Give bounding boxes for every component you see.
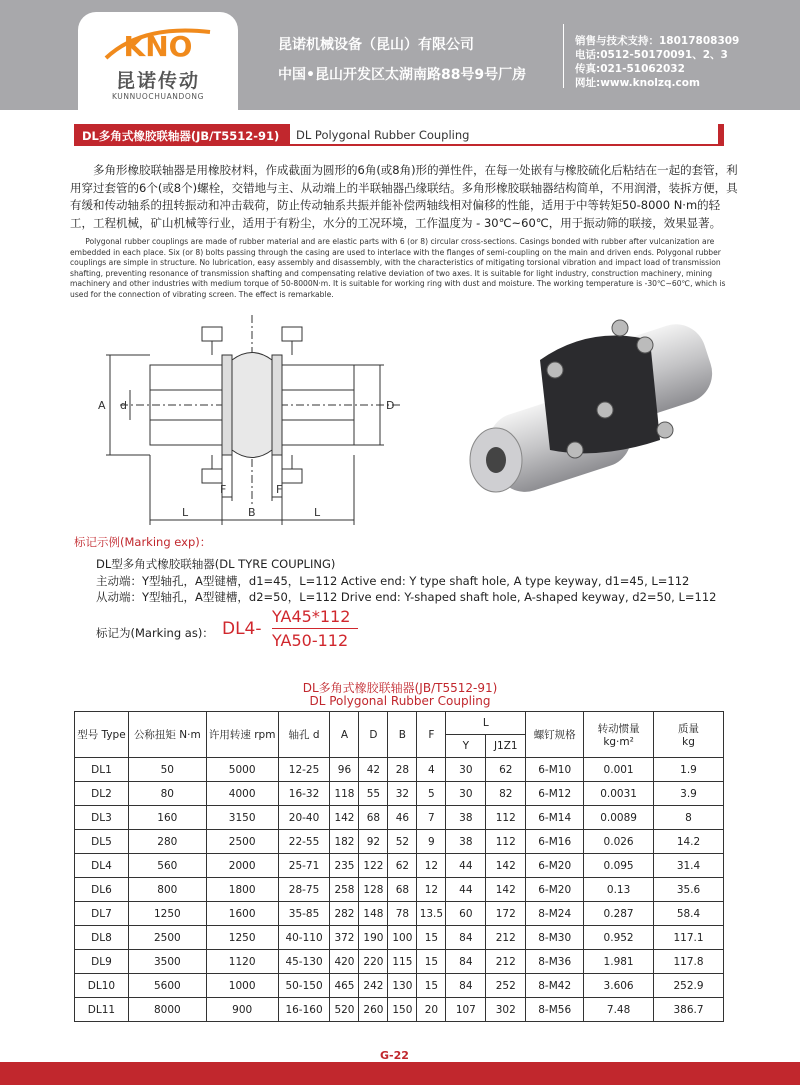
table-cell: 44	[446, 854, 486, 878]
table-cell: 8-M42	[526, 974, 584, 998]
table-cell: 96	[330, 758, 359, 782]
table-cell: 112	[486, 806, 526, 830]
dim-label-L-left: L	[182, 506, 189, 519]
marking-numerator: YA45*112	[272, 607, 351, 626]
table-cell: 182	[330, 830, 359, 854]
table-cell: 2000	[206, 854, 278, 878]
table-cell: 78	[388, 902, 417, 926]
table-cell: 0.0089	[584, 806, 654, 830]
table-cell: DL4	[75, 854, 129, 878]
dim-label-A: A	[98, 399, 106, 412]
col-header-A: A	[330, 712, 359, 758]
dim-label-B: B	[248, 506, 256, 519]
section-title-en: DL Polygonal Rubber Coupling	[296, 128, 470, 142]
table-cell: 62	[388, 854, 417, 878]
table-row	[75, 806, 724, 830]
intro-en-paragraph: Polygonal rubber couplings are made of rubber material and are elastic parts with 6 (or 8) circular cross-sections. Casings bonded with rubber after vulcanization are embedded in each place. Six (or 8) bolts passing through the casing are used to interlace with the flanges of semi-coupling on the main and driven ends. Polygonal rubber couplings are simple in structure. No lubrication, easy assembly and disassembly, with the characteristics of mitigating torsional vibration and impact load of transmission shafting, preventing resonance of transmission shafting and compensating relative deviation of two axes. It is suitable for light industry, construction machinery, mining machinery and other industries with medium torque of 50-8000N·m. It is suitable for working ring with dust and moisture. The working temperature is -30℃~60℃, which is used for the connection of vibrating screen. The effect is remarkable.	[70, 237, 726, 299]
table-cell: 130	[388, 974, 417, 998]
intro-cn-paragraph: 多角形橡胶联轴器是用橡胶材料，作成截面为圆形的6角(或8角)形的弹性件，在每一处嵌有与橡胶硫化后粘结在一起的套管，利用穿过套管的6个(或8个)螺栓，交错地与主、从动端上的半联轴器凸缘联结。多角形橡胶联轴器结构简单，不用润滑，装拆方便，具有缓和传动轴系的扭转振动和冲击载荷，防止传动轴系共振并能补偿两轴线相对偏移的性能，适用于中等转矩50-8000 N·m的轻工，工程机械，矿山机械等行业，适用于有粉尘，水分的工况环境，工作温度为 - 30℃~60℃，用于振动筛的联接，效果显著。	[70, 163, 738, 230]
table-cell: 800	[128, 878, 206, 902]
col-header-torque: 公称扭矩 N·m	[128, 712, 206, 758]
col-header-mass	[654, 712, 724, 758]
logo-text: KNO	[123, 30, 193, 62]
table-row	[75, 830, 724, 854]
table-cell: DL1	[75, 758, 129, 782]
table-cell: 142	[486, 854, 526, 878]
table-cell: 46	[388, 806, 417, 830]
table-cell: 44	[446, 878, 486, 902]
header-divider	[563, 24, 564, 88]
spec-table-body	[75, 758, 724, 1022]
table-cell: 107	[446, 998, 486, 1022]
table-cell: 282	[330, 902, 359, 926]
dim-label-d: d	[120, 399, 127, 412]
table-cell: 150	[388, 998, 417, 1022]
table-cell: DL6	[75, 878, 129, 902]
section-title-cn: DL多角式橡胶联轴器(JB/T5512-91)	[82, 129, 280, 143]
table-cell: 160	[128, 806, 206, 830]
table-cell: DL7	[75, 902, 129, 926]
table-row	[75, 974, 724, 998]
table-cell: 128	[359, 878, 388, 902]
table-cell: 6-M14	[526, 806, 584, 830]
table-cell: 1.981	[584, 950, 654, 974]
table-cell: 8-M56	[526, 998, 584, 1022]
table-cell: 84	[446, 950, 486, 974]
table-cell: 30	[446, 782, 486, 806]
table-cell: 35.6	[654, 878, 724, 902]
table-cell: DL3	[75, 806, 129, 830]
section-title-line	[74, 144, 724, 146]
table-cell: 1000	[206, 974, 278, 998]
table-cell: 28	[388, 758, 417, 782]
table-cell: 372	[330, 926, 359, 950]
table-cell: 50	[128, 758, 206, 782]
table-cell: 60	[446, 902, 486, 926]
table-cell: 190	[359, 926, 388, 950]
marking-fraction-bar	[272, 628, 358, 629]
col-header-B: B	[388, 712, 417, 758]
table-cell: 258	[330, 878, 359, 902]
table-cell: 252	[486, 974, 526, 998]
table-row	[75, 854, 724, 878]
table-cell: 20-40	[278, 806, 330, 830]
table-cell: 212	[486, 950, 526, 974]
table-cell: 1.9	[654, 758, 724, 782]
col-header-inertia	[584, 712, 654, 758]
table-cell: 252.9	[654, 974, 724, 998]
table-cell: 117.8	[654, 950, 724, 974]
table-cell: 4000	[206, 782, 278, 806]
table-cell: 12-25	[278, 758, 330, 782]
dim-label-F-right: F	[276, 483, 283, 496]
table-cell: 12	[417, 878, 446, 902]
table-cell: 50-150	[278, 974, 330, 998]
table-row	[75, 998, 724, 1022]
dim-label-D: D	[386, 399, 395, 412]
table-cell: 22-55	[278, 830, 330, 854]
table-cell: 1250	[128, 902, 206, 926]
table-cell: 5	[417, 782, 446, 806]
table-cell: 235	[330, 854, 359, 878]
table-cell: 42	[359, 758, 388, 782]
table-cell: 0.095	[584, 854, 654, 878]
table-cell: 7.48	[584, 998, 654, 1022]
col-header-L: L	[446, 712, 526, 735]
table-cell: 25-71	[278, 854, 330, 878]
table-cell: 260	[359, 998, 388, 1022]
table-cell: 6-M12	[526, 782, 584, 806]
table-cell: 8000	[128, 998, 206, 1022]
table-cell: 6-M20	[526, 878, 584, 902]
section-title-tail	[718, 124, 724, 146]
table-cell: 560	[128, 854, 206, 878]
table-cell: 20	[417, 998, 446, 1022]
logo-en-text: KUNNUOCHUANDONG	[111, 92, 205, 101]
footer-bar	[0, 1062, 800, 1085]
spec-table	[74, 711, 724, 1022]
table-cell: 8-M24	[526, 902, 584, 926]
table-cell: 142	[486, 878, 526, 902]
table-cell: 7	[417, 806, 446, 830]
contact-sales: 销售与技术支持：18017808309	[575, 35, 740, 47]
page-number: G-22	[380, 1049, 409, 1062]
logo-mark-icon	[102, 22, 214, 62]
col-header-bore: 轴孔 d	[278, 712, 330, 758]
table-cell: 84	[446, 926, 486, 950]
table-row	[75, 902, 724, 926]
table-cell: 302	[486, 998, 526, 1022]
col-header-Y: Y	[446, 735, 486, 758]
table-cell: 68	[388, 878, 417, 902]
inertia-unit: kg·m²	[603, 736, 634, 748]
table-row	[75, 926, 724, 950]
table-cell: DL9	[75, 950, 129, 974]
table-cell: 520	[330, 998, 359, 1022]
contact-website[interactable]: 网址:www.knolzq.com	[575, 77, 700, 89]
technical-drawing	[90, 305, 420, 530]
table-cell: 1250	[206, 926, 278, 950]
table-cell: 38	[446, 806, 486, 830]
table-cell: 0.0031	[584, 782, 654, 806]
table-cell: 13.5	[417, 902, 446, 926]
table-cell: 1600	[206, 902, 278, 926]
table-cell: 3500	[128, 950, 206, 974]
table-cell: 12	[417, 854, 446, 878]
table-cell: 15	[417, 950, 446, 974]
table-cell: DL10	[75, 974, 129, 998]
dim-label-F-left: F	[220, 483, 227, 496]
table-cell: 40-110	[278, 926, 330, 950]
dim-label-L-right: L	[314, 506, 321, 519]
table-cell: 212	[486, 926, 526, 950]
company-address: 中国•昆山开发区太湖南路88号9号厂房	[278, 67, 527, 83]
table-cell: 3.606	[584, 974, 654, 998]
col-header-type: 型号 Type	[75, 712, 129, 758]
table-cell: 6-M20	[526, 854, 584, 878]
table-cell: 30	[446, 758, 486, 782]
table-title-en: DL Polygonal Rubber Coupling	[309, 694, 491, 708]
marking-line-drive: 从动端：Y型轴孔，A型键槽，d2=50，L=112 Drive end: Y-shaped shaft hole, A-shaped keyway, d2=50, L=112	[96, 590, 717, 604]
marking-line-active: 主动端：Y型轴孔，A型键槽，d1=45，L=112 Active end: Y type shaft hole, A type keyway, d1=45, L=112	[96, 574, 690, 588]
table-cell: DL5	[75, 830, 129, 854]
table-cell: 3.9	[654, 782, 724, 806]
table-cell: 112	[486, 830, 526, 854]
table-title-cn: DL多角式橡胶联轴器(JB/T5512-91)	[302, 681, 498, 695]
table-cell: 31.4	[654, 854, 724, 878]
table-cell: DL8	[75, 926, 129, 950]
table-cell: 900	[206, 998, 278, 1022]
marking-example-header: 标记示例(Marking exp)：	[74, 535, 212, 549]
contact-fax: 传真:021-51062032	[575, 63, 685, 75]
table-cell: 100	[388, 926, 417, 950]
table-row	[75, 758, 724, 782]
table-cell: 32	[388, 782, 417, 806]
table-cell: 52	[388, 830, 417, 854]
inertia-label: 转动惯量	[597, 723, 640, 735]
table-cell: 35-85	[278, 902, 330, 926]
company-name: 昆诺机械设备（昆山）有限公司	[278, 37, 474, 53]
table-cell: 220	[359, 950, 388, 974]
table-cell: 84	[446, 974, 486, 998]
col-header-D: D	[359, 712, 388, 758]
table-cell: 92	[359, 830, 388, 854]
table-cell: 142	[330, 806, 359, 830]
company-logo	[78, 12, 238, 110]
table-cell: 14.2	[654, 830, 724, 854]
marking-line-type: DL型多角式橡胶联轴器(DL TYRE COUPLING)	[96, 557, 336, 571]
table-cell: DL2	[75, 782, 129, 806]
table-row	[75, 950, 724, 974]
table-cell: 5000	[206, 758, 278, 782]
table-cell: 8-M36	[526, 950, 584, 974]
table-cell: 82	[486, 782, 526, 806]
table-cell: 1800	[206, 878, 278, 902]
col-header-F: F	[417, 712, 446, 758]
section-title-bar	[74, 124, 724, 146]
mass-label: 质量	[678, 723, 700, 735]
table-cell: 117.1	[654, 926, 724, 950]
table-cell: 280	[128, 830, 206, 854]
table-cell: 118	[330, 782, 359, 806]
table-cell: 4	[417, 758, 446, 782]
table-cell: 0.287	[584, 902, 654, 926]
product-photo	[460, 300, 730, 510]
table-cell: DL11	[75, 998, 129, 1022]
col-header-J1Z1: J1Z1	[486, 735, 526, 758]
mass-unit: kg	[682, 736, 695, 748]
table-header-row	[75, 712, 724, 735]
table-cell: 0.026	[584, 830, 654, 854]
table-row	[75, 782, 724, 806]
table-cell: 115	[388, 950, 417, 974]
table-cell: 2500	[128, 926, 206, 950]
table-cell: 9	[417, 830, 446, 854]
table-cell: 8	[654, 806, 724, 830]
marking-as-label: 标记为(Marking as)：	[96, 626, 214, 640]
table-cell: 242	[359, 974, 388, 998]
table-cell: 1120	[206, 950, 278, 974]
table-cell: 80	[128, 782, 206, 806]
table-cell: 15	[417, 974, 446, 998]
table-cell: 55	[359, 782, 388, 806]
table-cell: 172	[486, 902, 526, 926]
table-cell: 0.001	[584, 758, 654, 782]
table-row	[75, 878, 724, 902]
table-cell: 0.952	[584, 926, 654, 950]
table-cell: 45-130	[278, 950, 330, 974]
table-cell: 386.7	[654, 998, 724, 1022]
table-cell: 16-32	[278, 782, 330, 806]
table-cell: 38	[446, 830, 486, 854]
logo-cn-text: 昆诺传动	[115, 70, 200, 92]
table-cell: 6-M16	[526, 830, 584, 854]
table-cell: 6-M10	[526, 758, 584, 782]
table-cell: 68	[359, 806, 388, 830]
table-cell: 5600	[128, 974, 206, 998]
marking-denominator: YA50-112	[272, 631, 349, 650]
table-cell: 15	[417, 926, 446, 950]
table-cell: 0.13	[584, 878, 654, 902]
table-cell: 148	[359, 902, 388, 926]
table-cell: 465	[330, 974, 359, 998]
page-header	[0, 0, 800, 110]
col-header-screw: 螺钉规格	[526, 712, 584, 758]
col-header-speed: 许用转速 rpm	[206, 712, 278, 758]
table-cell: 122	[359, 854, 388, 878]
table-cell: 420	[330, 950, 359, 974]
contact-phone: 电话:0512-50170091、2、3	[575, 49, 728, 61]
table-cell: 58.4	[654, 902, 724, 926]
table-cell: 2500	[206, 830, 278, 854]
table-cell: 3150	[206, 806, 278, 830]
table-cell: 16-160	[278, 998, 330, 1022]
marking-code: DL4-	[222, 619, 262, 639]
table-cell: 62	[486, 758, 526, 782]
table-cell: 8-M30	[526, 926, 584, 950]
table-cell: 28-75	[278, 878, 330, 902]
